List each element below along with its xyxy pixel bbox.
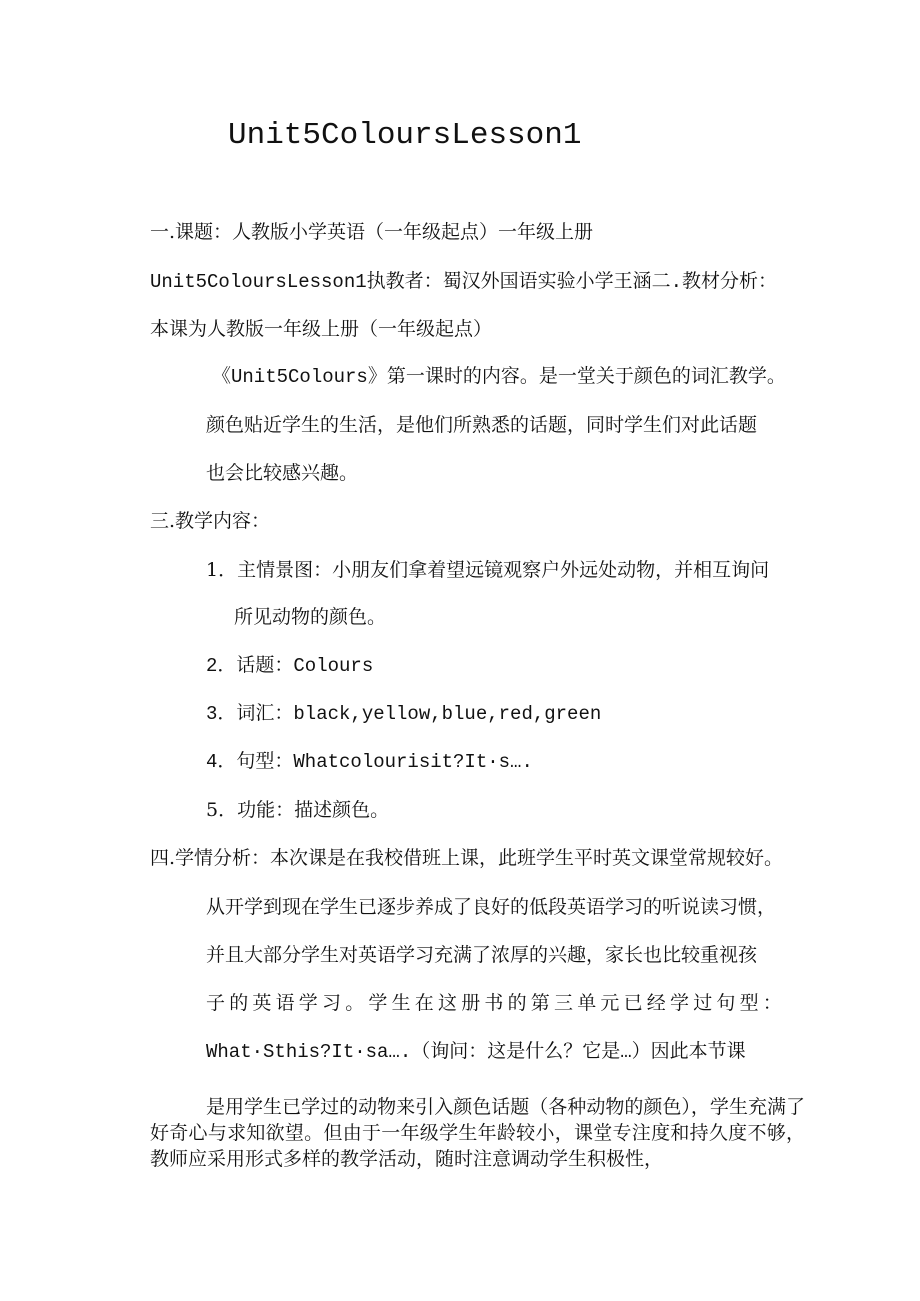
document-title: Unit5ColoursLesson1 bbox=[228, 118, 582, 153]
textbook-analysis-line-2: 《Unit5Colours》第一课时的内容。是一堂关于颜色的词汇教学。 bbox=[212, 366, 786, 388]
content-item-2: 2．话题：Colours bbox=[206, 655, 374, 677]
content-item-1: 1．主情景图：小朋友们拿着望远镜观察户外远处动物，并相互询问 bbox=[206, 559, 770, 581]
content-item-1-cont: 所见动物的颜色。 bbox=[234, 606, 387, 628]
textbook-analysis-line-3: 颜色贴近学生的生活，是他们所熟悉的话题，同时学生们对此话题 bbox=[206, 414, 758, 436]
section-1-topic: 一.课题：人教版小学英语（一年级起点）一年级上册 bbox=[150, 221, 594, 243]
content-item-3: 3．词汇：black,yellow,blue,red,green bbox=[206, 703, 602, 725]
section-3-heading: 三.教学内容： bbox=[150, 510, 271, 532]
learner-analysis-line-3: 子的英语学习。学生在这册书的第三单元已经学过句型： bbox=[206, 992, 787, 1014]
textbook-analysis-line-4: 也会比较感兴趣。 bbox=[206, 462, 359, 484]
section-4-heading: 四.学情分析：本次课是在我校借班上课，此班学生平时英文课堂常规较好。 bbox=[150, 847, 784, 869]
learner-analysis-paragraph: 是用学生已学过的动物来引入颜色话题（各种动物的颜色），学生充满了好奇心与求知欲望。但由于一年级学生年龄较小，课堂专注度和持久度不够，教师应采用形式多样的教学活动，随时注意调动学生积极性， bbox=[150, 1096, 805, 1170]
learner-analysis-line-4: What·Sthis?It·sa….（询问：这是什么？它是…）因此本节课 bbox=[206, 1041, 746, 1063]
learner-analysis-line-2: 并且大部分学生对英语学习充满了浓厚的兴趣，家长也比较重视孩 bbox=[206, 944, 758, 966]
content-item-5: 5．功能：描述颜色。 bbox=[206, 799, 390, 821]
content-item-4: 4．句型：Whatcolourisit?It·s…. bbox=[206, 751, 533, 773]
lesson-teacher-line: Unit5ColoursLesson1执教者：蜀汉外国语实验小学王涵二.教材分析： bbox=[150, 271, 778, 293]
learner-analysis-line-1: 从开学到现在学生已逐步养成了良好的低段英语学习的听说读习惯， bbox=[206, 896, 777, 918]
textbook-analysis-line: 本课为人教版一年级上册（一年级起点） bbox=[150, 318, 493, 340]
